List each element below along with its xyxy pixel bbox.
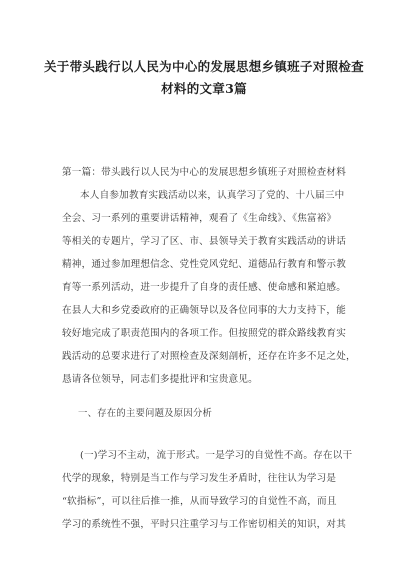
paragraph-line: 践活动的总要求进行了对照检查及深刻剖析，还存在许多不足之处，: [62, 351, 356, 362]
paragraph-line: 在县人大和乡党委政府的正确领导以及各位同事的大力支持下，能: [62, 305, 347, 316]
document-title-line-1: 关于带头践行以人民为中心的发展思想乡镇班子对照检查: [43, 59, 364, 74]
section-heading: 一、存在的主要问题及原因分析: [78, 408, 213, 419]
paragraph-line: 等相关的专题片，学习了区、市、县领导关于教育实践活动的讲话: [62, 236, 347, 247]
paragraph-line: 精神，通过参加理想信念、党性党风党纪、道德品行教育和警示教: [62, 259, 347, 270]
paragraph-line: 全会、习一系列的重要讲话精神，观看了《生命线》、《焦富裕》: [62, 213, 337, 224]
paragraph-line: (一)学习不主动，流于形式。一是学习的自觉性不高。存在以干: [80, 450, 353, 461]
paragraph-line: 较好地完成了职责范围内的各项工作。但按照党的群众路线教育实: [62, 328, 347, 339]
paragraph-line: 本人自参加教育实践活动以来，认真学习了党的、十八届三中: [80, 190, 345, 201]
paragraph-line: 恳请各位领导，同志们多提批评和宝贵意见。: [62, 374, 258, 385]
article-heading: 第一篇：带头践行以人民为中心的发展思想乡镇班子对照检查材料: [62, 167, 347, 178]
paragraph-line: “软指标”，可以往后推一推，从而导致学习的自觉性不高，而且: [62, 496, 337, 507]
paragraph-line: 学习的系统性不强，平时只注重学习与工作密切相关的知识，对其: [62, 519, 347, 530]
document-title-line-2: 材料的文章3篇: [161, 81, 247, 96]
paragraph-line: 育等一系列活动，进一步提升了自身的责任感、使命感和紧迫感。: [62, 282, 347, 293]
paragraph-line: 代学的现象，特别是当工作与学习发生矛盾时，往往认为学习是: [62, 473, 337, 484]
